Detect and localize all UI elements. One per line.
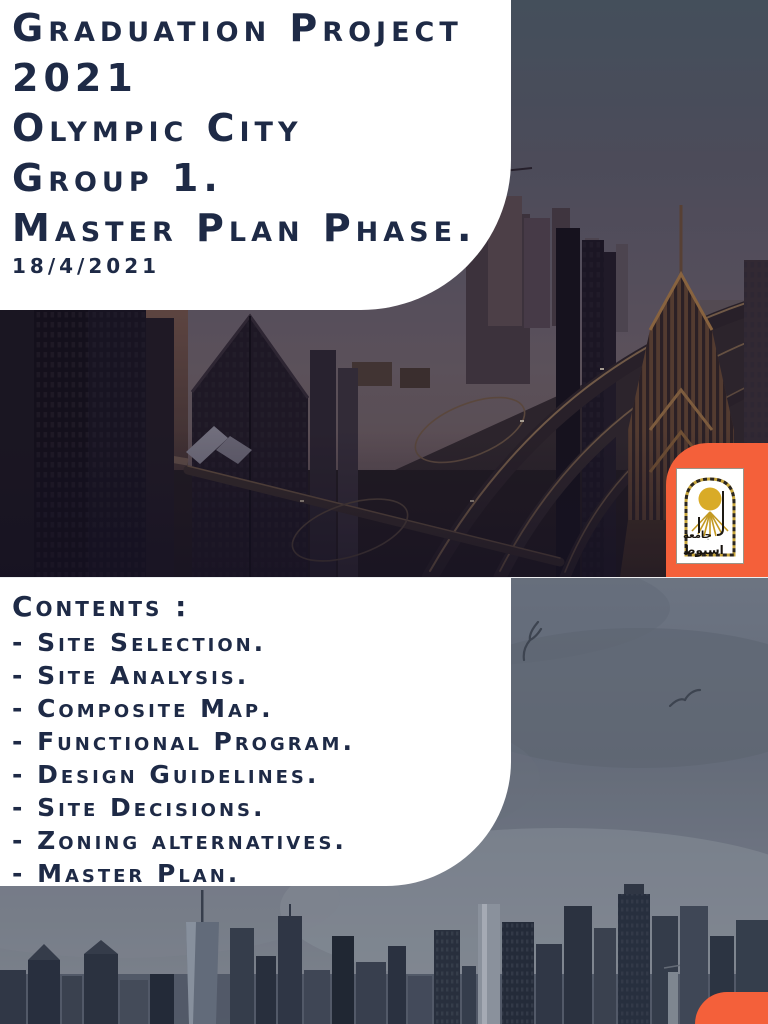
contents-item-site-decisions: - Site Decisions. bbox=[12, 793, 266, 822]
contents-item-master-plan: - Master Plan. bbox=[12, 859, 241, 888]
logo-arabic-word-1: جامعة bbox=[683, 530, 712, 541]
assiut-university-emblem bbox=[676, 468, 744, 564]
contents-panel bbox=[0, 578, 511, 886]
logo-arabic-word-2: اسيوط bbox=[683, 543, 724, 557]
contents-item-composite-map: - Composite Map. bbox=[12, 694, 274, 723]
contents-item-zoning-alternatives: - Zoning alternatives. bbox=[12, 826, 347, 855]
title-panel bbox=[0, 0, 511, 310]
contents-heading: Contents : bbox=[12, 590, 190, 623]
slide-contents-page bbox=[0, 578, 768, 1024]
contents-item-functional-program: - Functional Program. bbox=[12, 727, 355, 756]
sun-icon bbox=[699, 488, 722, 511]
title-line-4: Group 1. bbox=[12, 156, 223, 200]
title-line-1: Graduation Project bbox=[12, 6, 463, 50]
contents-item-design-guidelines: - Design Guidelines. bbox=[12, 760, 320, 789]
title-line-2: 2021 bbox=[12, 56, 138, 100]
contents-item-site-selection: - Site Selection. bbox=[12, 628, 267, 657]
date-text: 18/4/2021 bbox=[12, 254, 161, 278]
title-line-5: Master Plan Phase. bbox=[12, 206, 477, 250]
contents-item-site-analysis: - Site Analysis. bbox=[12, 661, 250, 690]
contents-list bbox=[12, 626, 511, 890]
university-logo-card bbox=[666, 443, 768, 577]
title-line-3: Olympic City bbox=[12, 106, 303, 150]
